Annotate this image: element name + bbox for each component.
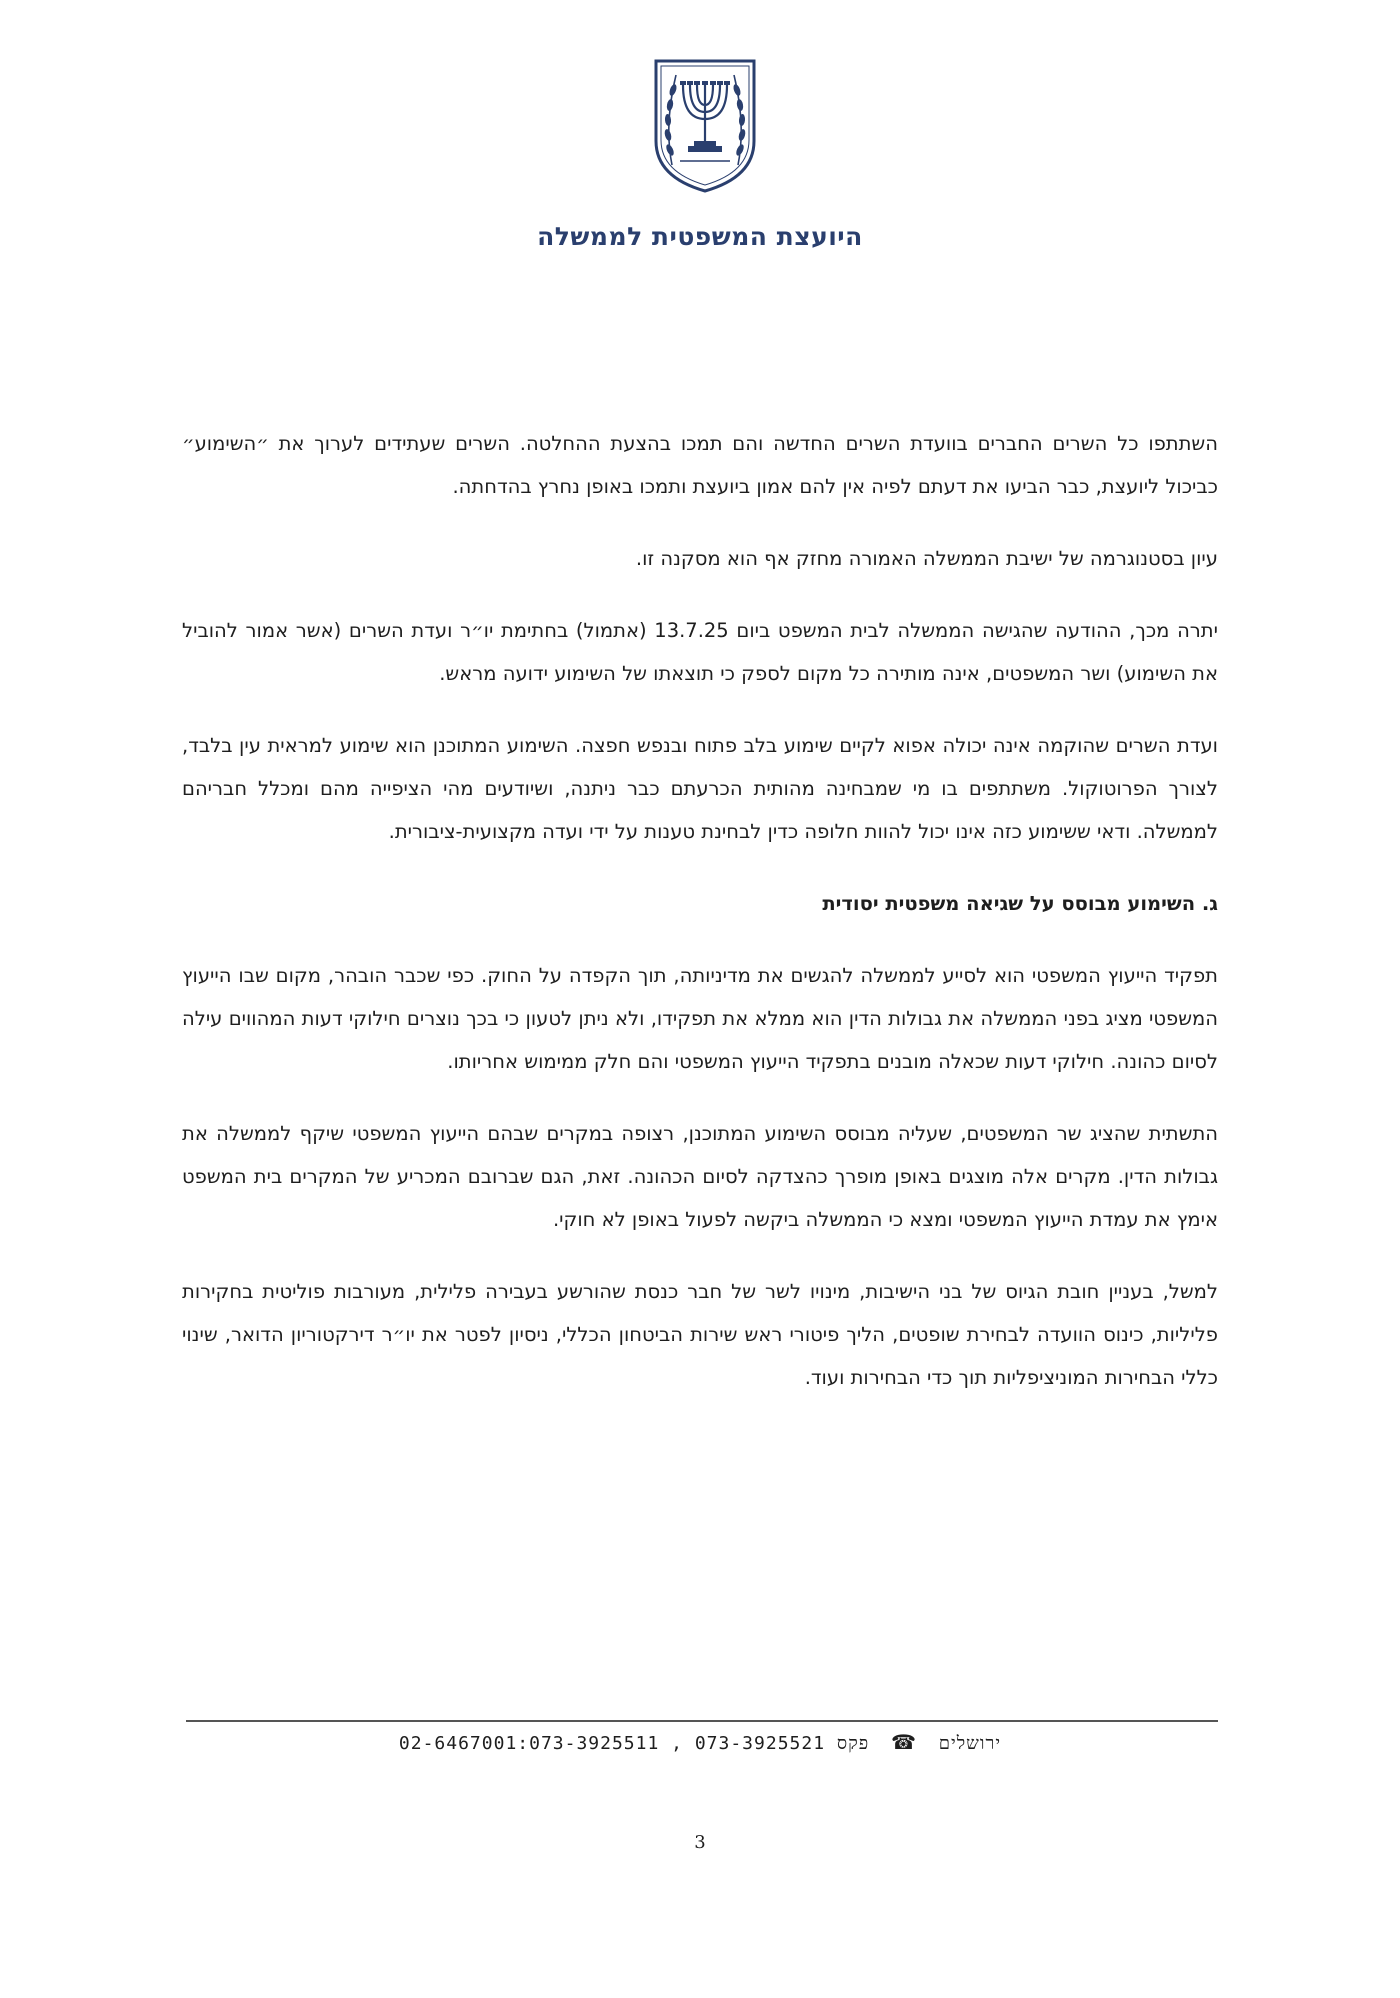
paragraph-7: למשל, בעניין חובת הגיוס של בני הישיבות, מינויו לשר של חבר כנסת שהורשע בעבירה פלילית, מעורבות פוליטית בחקירות פליליות, כינוס הוועדה לבחירת שופטים, הליך פיטורי ראש שירות הביטחון הכללי, ניסיון לפטר את יו״ר דירקטוריון הדואר, שינוי כללי הבחירות המוניציפליות תוך כדי הבחירות ועוד. bbox=[182, 1280, 1218, 1389]
paragraph-3: יתרה מכך, ההודעה שהגישה הממשלה לבית המשפט ביום 13.7.25 (אתמול) בחתימת יו״ר ועדת השרים (אשר אמור להוביל את השימוע) ושר המשפטים, אינה מותירה כל מקום לספק כי תוצאתו של השימוע ידועה מראש. bbox=[182, 619, 1218, 685]
telephone-icon: ☎ bbox=[891, 1730, 917, 1754]
office-title: היועצת המשפטית לממשלה bbox=[537, 222, 863, 251]
paragraph-4: ועדת השרים שהוקמה אינה יכולה אפוא לקיים שימוע בלב פתוח ובנפש חפצה. השימוע המתוכנן הוא שימוע למראית עין בלבד, לצורך הפרוטוקול. משתתפים בו מי שמבחינה מהותית הכרעתם כבר ניתנה, ושיודעים מהי הציפייה מהם ומכלל חבריהם לממשלה. ודאי ששימוע כזה אינו יכול להוות חלופה כדין לבחינת טענות על ידי ועדה מקצועית-ציבורית. bbox=[182, 734, 1218, 843]
footer-contact bbox=[0, 1730, 1400, 1754]
paragraph-6: התשתית שהציג שר המשפטים, שעליה מבוסס השימוע המתוכנן, רצופה במקרים שבהם הייעוץ המשפטי שיקף לממשלה את גבולות הדין. מקרים אלה מוצגים באופן מופרך כהצדקה לסיום הכהונה. זאת, הגם שברובם המכריע של המקרים בית המשפט אימץ את עמדת הייעוץ המשפטי ומצא כי הממשלה ביקשה לפעול באופן לא חוקי. bbox=[182, 1122, 1218, 1231]
section-heading: ג. השימוע מבוסס על שגיאה משפטית יסודית bbox=[822, 892, 1218, 915]
paragraph-2: עיון בסטנוגרמה של ישיבת הממשלה האמורה מחזק אף הוא מסקנה זו. bbox=[635, 547, 1218, 570]
paragraph-5: תפקיד הייעוץ המשפטי הוא לסייע לממשלה להגשים את מדיניותה, תוך הקפדה על החוק. כפי שכבר הובהר, מקום שבו הייעוץ המשפטי מציג בפני הממשלה את גבולות הדין הוא ממלא את תפקידו, ולא ניתן לטעון כי בכך נוצרים חילוקי דעות המהווים עילה לסיום כהונה. חילוקי דעות שכאלה מובנים בתפקיד הייעוץ המשפטי והם חלק ממימוש אחריותו. bbox=[182, 964, 1218, 1073]
state-emblem-icon bbox=[650, 55, 760, 195]
footer-divider bbox=[186, 1720, 1218, 1722]
paragraph-1: השתתפו כל השרים החברים בוועדת השרים החדשה והם תמכו בהצעת ההחלטה. השרים שעתידים לערוך את ״השימוע״ כביכול ליועצת, כבר הביעו את דעתם לפיה אין להם אמון ביועצת ותמכו באופן נחרץ בהדחתה. bbox=[182, 432, 1218, 498]
page-number: 3 bbox=[694, 1832, 706, 1853]
footer-city: ירושלים bbox=[938, 1733, 1002, 1754]
document-body bbox=[182, 422, 1218, 1428]
footer-phones: 02-6467001:073-3925511 , 073-3925521 פקס bbox=[398, 1733, 870, 1754]
